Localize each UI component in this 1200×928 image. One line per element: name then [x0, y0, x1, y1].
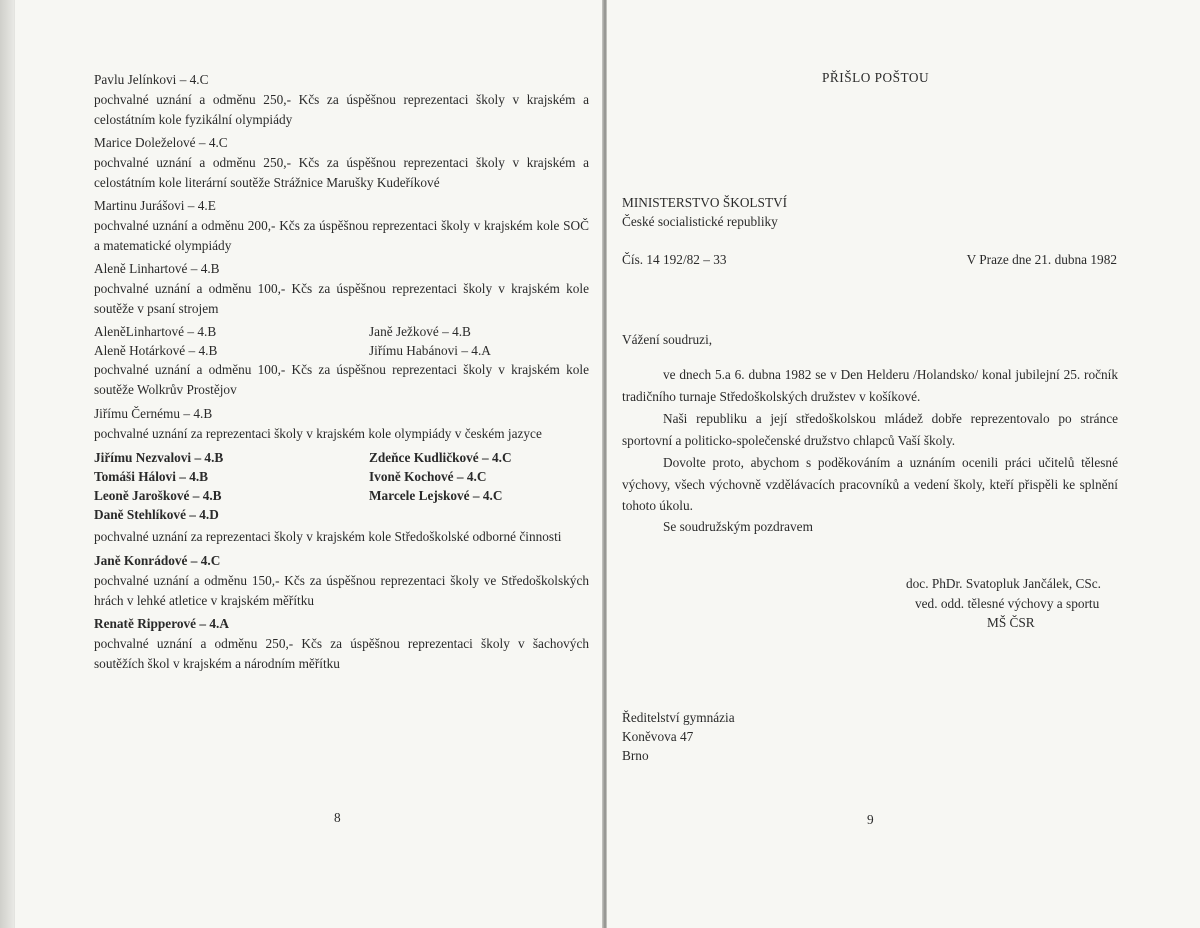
award-name: Janě Konrádové – 4.C: [94, 553, 221, 568]
salutation: Vážení soudruzi,: [622, 332, 713, 347]
award-entry: [94, 614, 589, 674]
recipient-name: Tomáši Hálovi – 4.B: [94, 469, 209, 484]
reference-number: Čís. 14 192/82 – 33: [622, 252, 727, 267]
closing: Se soudružským pozdravem: [663, 519, 813, 534]
signature-title: ved. odd. tělesné výchovy a sportu: [915, 596, 1100, 611]
addressee-line: Ředitelství gymnázia: [622, 710, 735, 725]
award-description: pochvalné uznání a odměnu 100,- Kčs za úspěšnou reprezentaci školy v krajském kole soutěže Wolkrův Prostějov: [94, 362, 589, 397]
recipient-name: Daně Stehlíkové – 4.D: [94, 507, 219, 522]
addressee-line: Koněvova 47: [622, 729, 694, 744]
award-group: [94, 448, 589, 547]
recipient-name: Aleně Hotárkové – 4.B: [94, 343, 218, 358]
recipient-name: Leoně Jaroškové – 4.B: [94, 488, 222, 503]
award-entry: [94, 70, 589, 130]
recipient-name: Jiřímu Habánovi – 4.A: [369, 343, 491, 358]
award-entry: [94, 133, 589, 193]
award-description: pochvalné uznání a odměnu 100,- Kčs za úspěšnou reprezentaci školy v krajském kole soutěže v psaní strojem: [94, 281, 589, 316]
award-name: Martinu Jurášovi – 4.E: [94, 198, 216, 213]
sender-line: České socialistické republiky: [622, 214, 778, 229]
recipient-name: Zdeňce Kudličkové – 4.C: [369, 450, 512, 465]
name-row: [94, 505, 589, 524]
award-description: pochvalné uznání a odměnu 150,- Kčs za úspěšnou reprezentaci školy ve Středoškolských hrách v lehké atletice v krajském měřítku: [94, 573, 589, 608]
award-description: pochvalné uznání a odměnu 250,- Kčs za úspěšnou reprezentaci školy v šachových soutěžích škol v krajském a národním měřítku: [94, 636, 589, 671]
name-row: [94, 448, 589, 467]
letter-paragraph: Dovolte proto, abychom s poděkováním a uznáním ocenili práci učitelů tělesné výchovy, všech výchovně vzdělávacích pracovníků a vedení školy, kteří přispěli ke splnění tohoto úkolu.: [622, 455, 1118, 513]
name-row: [94, 467, 589, 486]
signature-office: MŠ ČSR: [987, 615, 1035, 630]
award-name: Jiřímu Černému – 4.B: [94, 406, 213, 421]
recipient-name: AleněLinhartové – 4.B: [94, 324, 217, 339]
award-entry: [94, 259, 589, 319]
signature-name: doc. PhDr. Svatopluk Jančálek, CSc.: [906, 576, 1101, 591]
award-name: Pavlu Jelínkovi – 4.C: [94, 72, 209, 87]
award-entry: [94, 404, 589, 444]
award-description: pochvalné uznání a odměnu 250,- Kčs za úspěšnou reprezentaci školy v krajském a celostátním kole fyzikální olympiády: [94, 92, 589, 127]
name-row: [94, 341, 589, 360]
award-name: Aleně Linhartové – 4.B: [94, 261, 220, 276]
recipient-name: Jiřímu Nezvalovi – 4.B: [94, 450, 224, 465]
award-entry: [94, 196, 589, 256]
award-name: Renatě Ripperové – 4.A: [94, 616, 229, 631]
page-edge: [0, 0, 14, 928]
recipient-name: [369, 505, 589, 524]
section-title: PŘIŠLO POŠTOU: [822, 70, 930, 85]
award-description: pochvalné uznání a odměnu 200,- Kčs za úspěšnou reprezentaci školy v krajském kole SOČ a matematické olympiády: [94, 218, 589, 253]
left-page: [14, 0, 604, 928]
addressee-line: Brno: [622, 748, 649, 763]
award-name: Marice Doleželové – 4.C: [94, 135, 228, 150]
letter-date: V Praze dne 21. dubna 1982: [966, 252, 1117, 267]
award-entry: [94, 551, 589, 611]
recipient-name: Ivoně Kochové – 4.C: [369, 469, 487, 484]
award-description: pochvalné uznání a odměnu 250,- Kčs za úspěšnou reprezentaci školy v krajském a celostátním kole literární soutěže Strážnice Marušky Kudeříkové: [94, 155, 589, 190]
award-description: pochvalné uznání za reprezentaci školy v krajském kole olympiády v českém jazyce: [94, 426, 542, 441]
name-row: [94, 322, 589, 341]
award-group: [94, 322, 589, 400]
letter-paragraph: ve dnech 5.a 6. dubna 1982 se v Den Helderu /Holandsko/ konal jubilejní 25. ročník tradičního turnaje Středoškolských družstev v košíkové.: [622, 367, 1118, 404]
name-row: [94, 486, 589, 505]
award-description: pochvalné uznání za reprezentaci školy v krajském kole Středoškolské odborné činnosti: [94, 529, 562, 544]
recipient-name: Marcele Lejskové – 4.C: [369, 488, 503, 503]
page-number: 9: [867, 812, 874, 827]
right-page: [606, 0, 1200, 928]
letter-paragraph: Naši republiku a její středoškolskou mládež dobře reprezentovalo po stránce sportovní a politicko-společenské družstvo chlapců Vaší školy.: [622, 411, 1118, 448]
sender-line: MINISTERSTVO ŠKOLSTVÍ: [622, 195, 788, 210]
page-number: 8: [334, 810, 341, 825]
recipient-name: Janě Ježkové – 4.B: [369, 324, 471, 339]
